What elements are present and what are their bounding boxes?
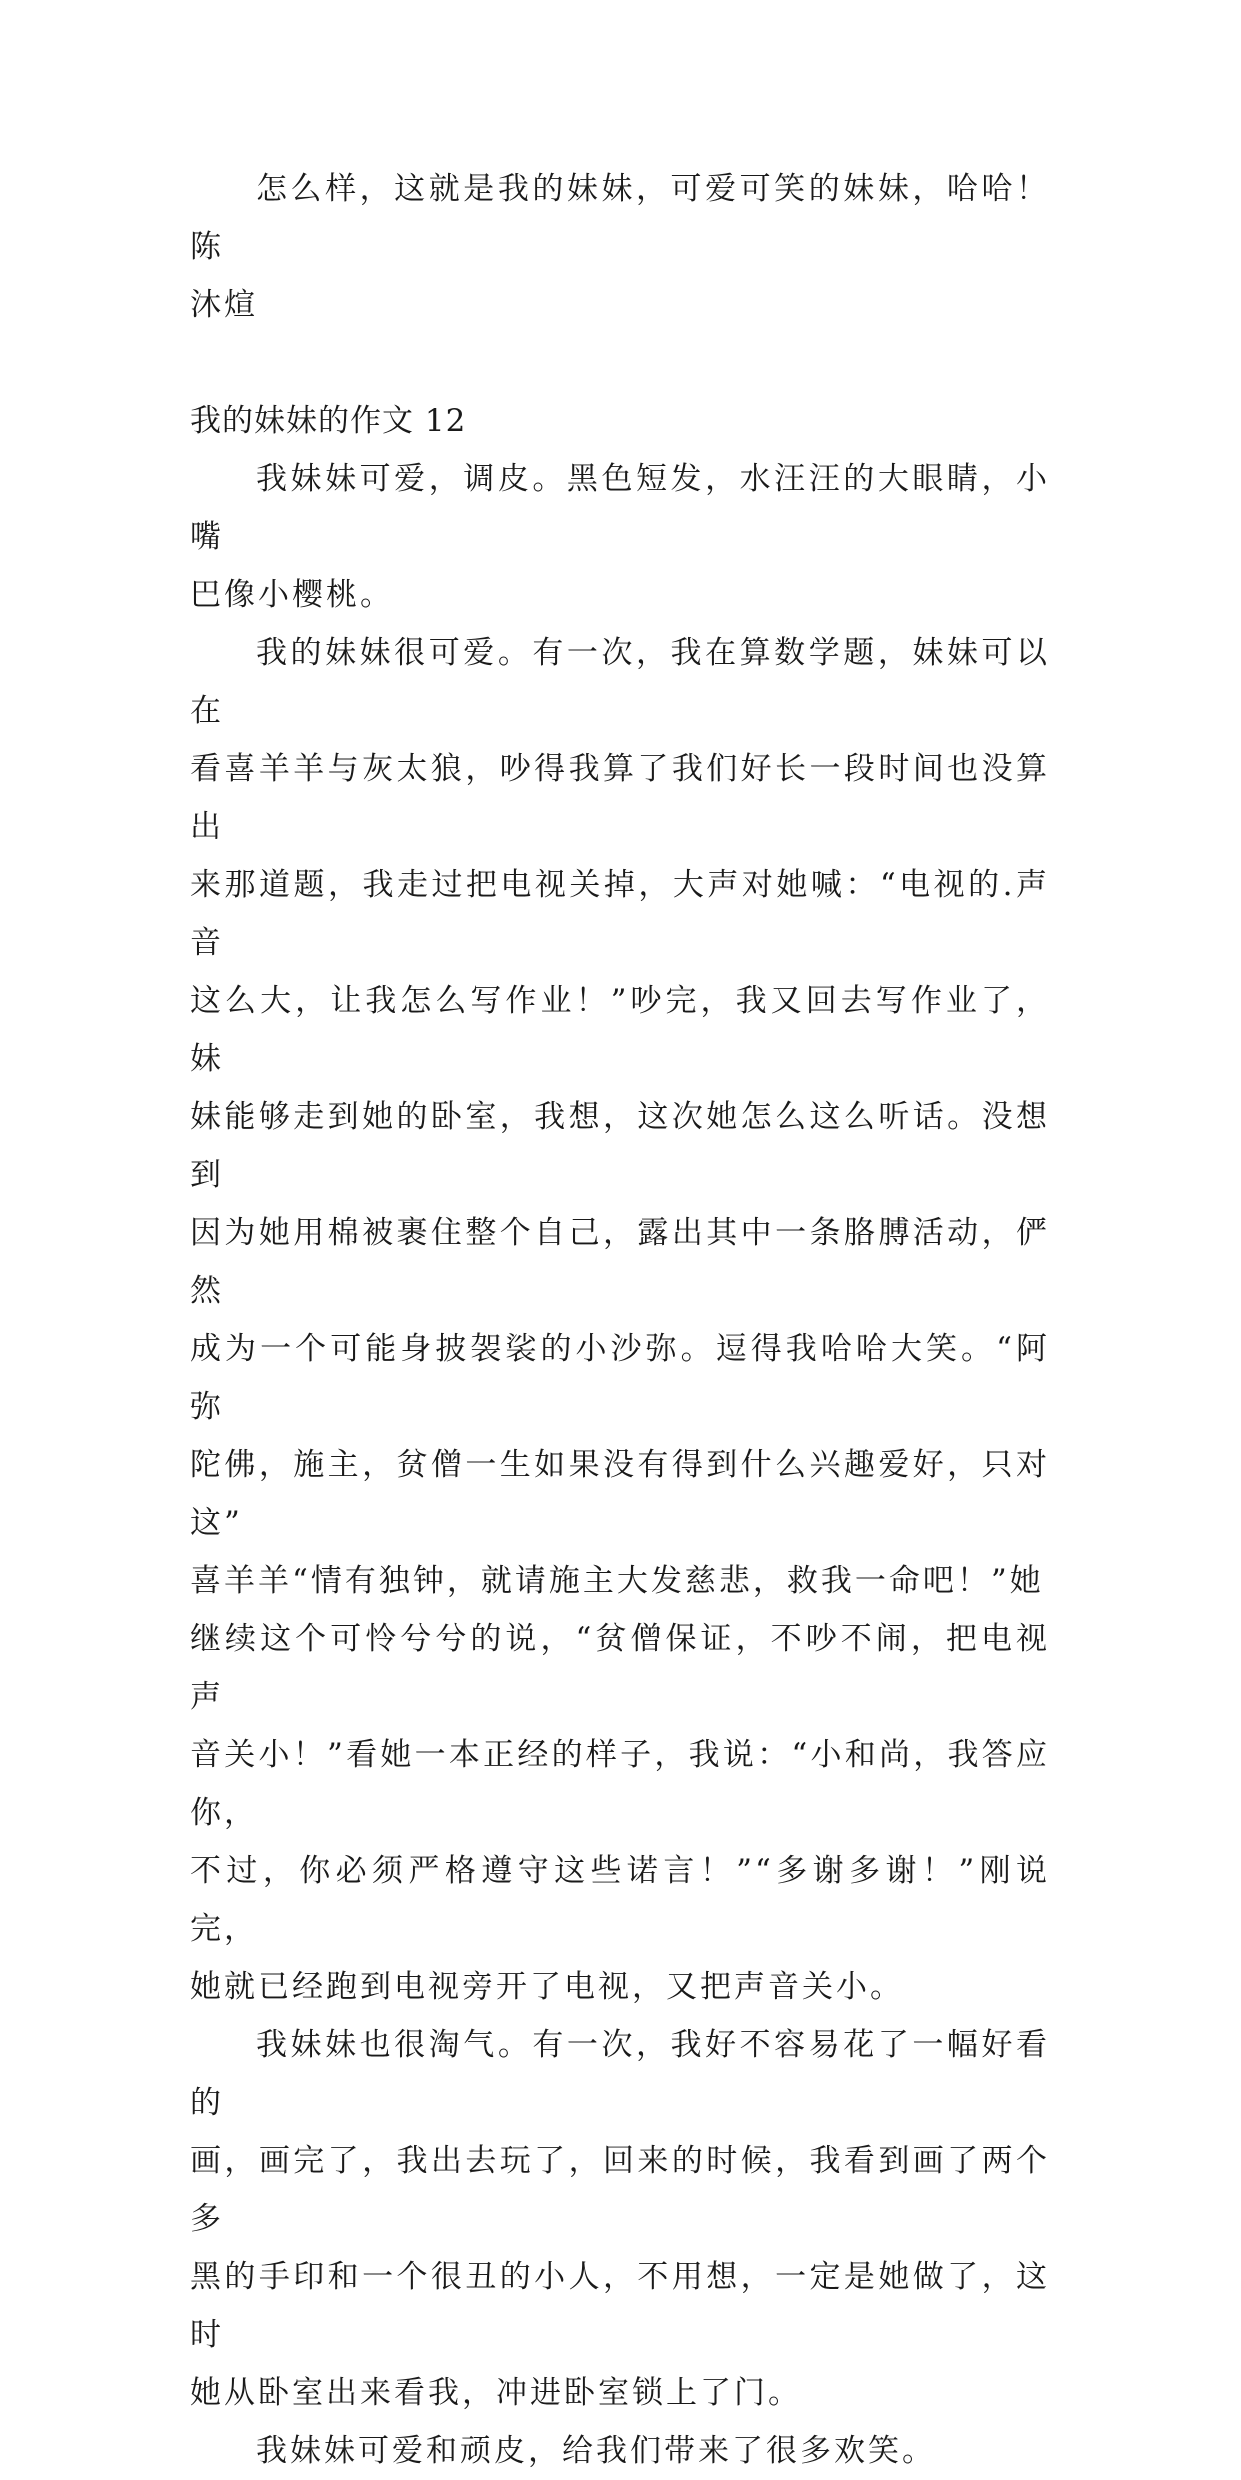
intro-paragraph: 怎么样，这就是我的妹妹，可爱可笑的妹妹，哈哈！陈 沐煊	[190, 171, 1050, 323]
document-body	[190, 160, 1050, 2480]
essay-heading: 我的妹妹的作文 12	[190, 403, 467, 439]
paragraph-2: 我的妹妹很可爱。有一次，我在算数学题，妹妹可以在 看喜羊羊与灰太狼，吵得我算了我们好长一段时间也没算出 来那道题，我走过把电视关掉，大声对她喊：“电视的.声音 这么大，让我怎么写作业！”吵完，我又回去写作业了，妹 妹能够走到她的卧室，我想，这次她怎么这么听话。没想到 因为她用棉被裹住整个自己，露出其中一条胳膊活动，俨然 成为一个可能身披袈裟的小沙弥。逗得我哈哈大笑。“阿弥 陀佛，施主，贫僧一生如果没有得到什么兴趣爱好，只对这” 喜羊羊“情有独钟，就请施主大发慈悲，救我一命吧！”她 继续这个可怜兮兮的说，“贫僧保证，不吵不闹，把电视声 音关小！”看她一本正经的样子，我说：“小和尚，我答应你， 不过，你必须严格遵守这些诺言！”“多谢多谢！”刚说完， 她就已经跑到电视旁开了电视，又把声音关小。	[190, 635, 1050, 2005]
section-gap	[190, 334, 1050, 392]
paragraph-4: 我妹妹可爱和顽皮，给我们带来了很多欢笑。	[256, 2433, 936, 2469]
paragraph-3: 我妹妹也很淘气。有一次，我好不容易花了一幅好看的 画，画完了，我出去玩了，回来的时候，我看到画了两个多 黑的手印和一个很丑的小人，不用想，一定是她做了，这时 她从卧室出来看我，冲进卧室锁上了门。	[190, 2027, 1050, 2411]
paragraph-1: 我妹妹可爱，调皮。黑色短发，水汪汪的大眼睛，小嘴 巴像小樱桃。	[190, 461, 1050, 613]
